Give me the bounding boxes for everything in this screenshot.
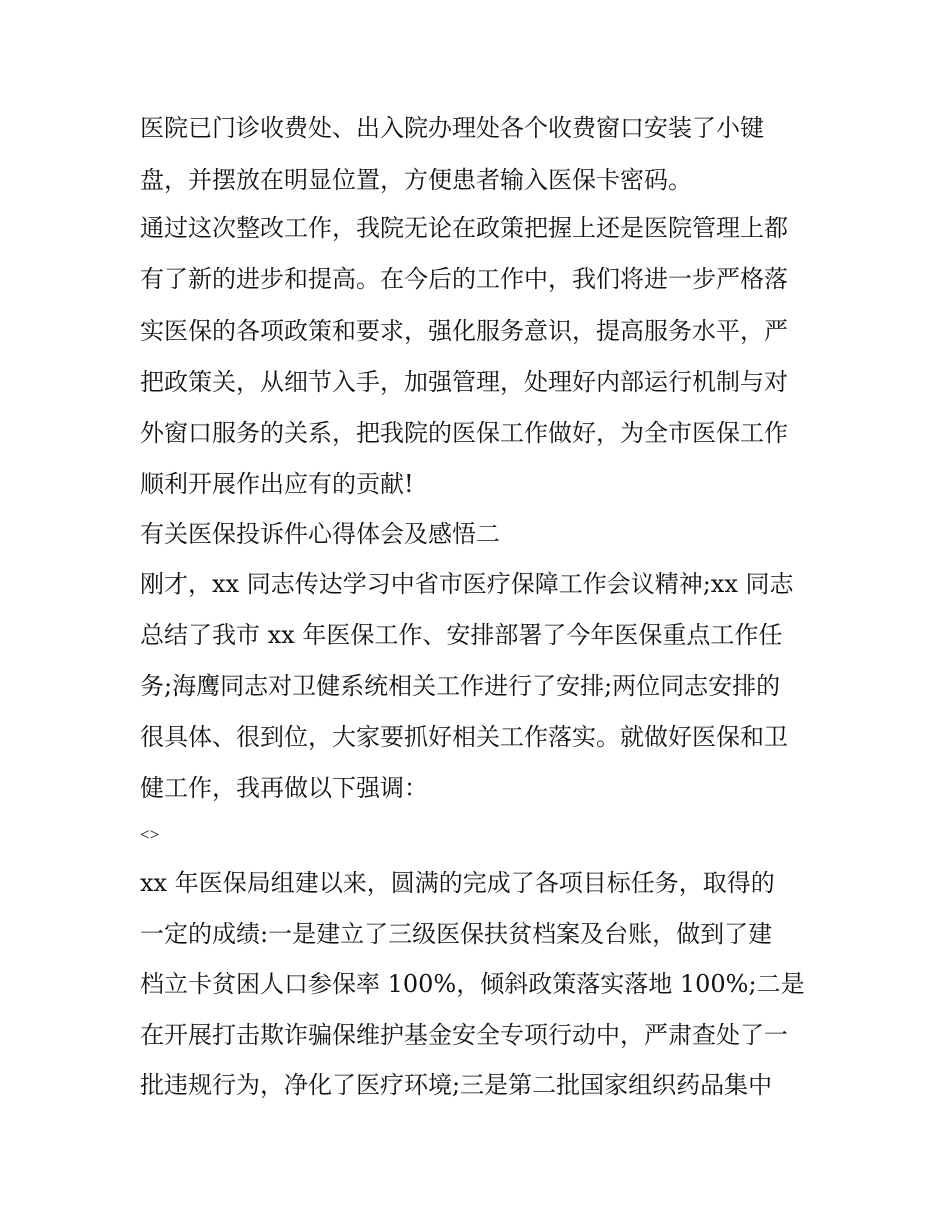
paragraph-line: 实医保的各项政策和要求，强化服务意识，提高服务水平，严 bbox=[140, 317, 788, 345]
paragraph-line: 总结了我市 xx 年医保工作、安排部署了今年医保重点工作任 bbox=[140, 621, 783, 649]
section-heading: 有关医保投诉件心得体会及感悟二 bbox=[140, 520, 500, 548]
paragraph-line: 把政策关，从细节入手，加强管理，处理好内部运行机制与对 bbox=[140, 368, 788, 396]
paragraph-line: 顺利开展作出应有的贡献! bbox=[140, 470, 414, 498]
paragraph-line: 有了新的进步和提高。在今后的工作中，我们将进一步严格落 bbox=[140, 265, 788, 293]
paragraph-line: 批违规行为，净化了医疗环境;三是第二批国家组织药品集中 bbox=[140, 1071, 773, 1099]
paragraph-line: 盘，并摆放在明显位置，方便患者输入医保卡密码。 bbox=[140, 166, 692, 194]
paragraph-line: 健工作，我再做以下强调： bbox=[140, 774, 428, 802]
paragraph-line: 在开展打击欺诈骗保维护基金安全专项行动中，严肃查处了一 bbox=[140, 1021, 788, 1049]
paragraph-line: 务;海鹰同志对卫健系统相关工作进行了安排;两位同志安排的 bbox=[140, 672, 781, 700]
paragraph-line: 外窗口服务的关系，把我院的医保工作做好，为全市医保工作 bbox=[140, 419, 788, 447]
paragraph-line: 刚才，xx 同志传达学习中省市医疗保障工作会议精神;xx 同志 bbox=[140, 570, 794, 598]
paragraph-line: 很具体、很到位，大家要抓好相关工作落实。就做好医保和卫 bbox=[140, 723, 788, 751]
paragraph-line: 医院已门诊收费处、出入院办理处各个收费窗口安装了小键 bbox=[140, 114, 764, 142]
placeholder-marker: <> bbox=[140, 825, 160, 844]
paragraph-line: xx 年医保局组建以来，圆满的完成了各项目标任务，取得的 bbox=[140, 869, 775, 897]
paragraph-line: 一定的成绩:一是建立了三级医保扶贫档案及台账，做到了建 bbox=[140, 920, 773, 948]
paragraph-line: 通过这次整改工作，我院无论在政策把握上还是医院管理上都 bbox=[140, 214, 788, 242]
paragraph-line: 档立卡贫困人口参保率 100%，倾斜政策落实落地 100%;二是 bbox=[140, 970, 805, 998]
